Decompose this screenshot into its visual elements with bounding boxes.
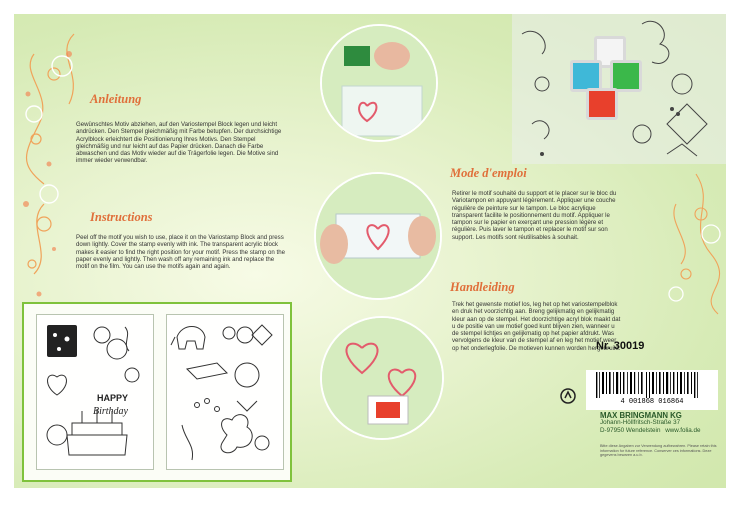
heading-french: Mode d'emploi [450, 166, 527, 180]
barcode-bars [586, 370, 718, 400]
company-info [600, 412, 720, 434]
product-image [482, 14, 726, 164]
photo-stamped-heart [320, 316, 444, 440]
birthday-text: Birthday [93, 406, 128, 417]
heading-german: Anleitung [90, 92, 142, 106]
company-street: Johann-Höllfritsch-Straße 37 [600, 419, 681, 427]
company-name: MAX BRINGMANN KG [600, 411, 682, 420]
animal-stamps-illustration [167, 315, 283, 469]
company-city-web [600, 427, 720, 434]
recycling-icon [560, 388, 576, 404]
barcode-digits: 4 001868 016864 [620, 398, 684, 406]
birthday-stamps-illustration [37, 315, 153, 469]
product-number: Nr. 30019 [596, 340, 645, 352]
stamp-sheet-right [166, 314, 284, 470]
instructions-german: Gewünschtes Motiv abziehen, auf den Variostempel Block legen und leicht andrücken. Den Stempel gleichmäßig mit Farbe betupfen. Der durchsichtige Acrylblock erleichtert die Positionierung Ihres Motivs. Den Stempel gleichmäßig und nur leicht auf das Papier drücken. Danach die Farbe abwaschen und das Motiv wieder auf die Trägerfolie legen. Die Motive sind immer wieder verwendbar. [76, 121, 282, 165]
company-city: D-97950 Wendelstein [600, 426, 661, 434]
instruction-card [14, 14, 726, 488]
floral-flourish-right [626, 164, 726, 324]
motif-frame [22, 302, 292, 482]
photo-peel-motif [320, 24, 438, 142]
fine-print: Bitte diese Angaben zur Verwendung aufbewahren. Please retain this information for future reference. Conserver ces informations. Deze gegevens bewaren a.u.b. [600, 444, 717, 457]
photo-ink-block [314, 172, 442, 300]
instructions-dutch: Trek het gewenste motief los, leg het op het variostempelblok en druk het voorzichtig aan. Breng gelijkmatig en gelijkmatig kleur aan op de stempel. Het doorzichtige acryl blok maakt dat u de positie van uw motief goed kunt blijven zien, wanneer u de stempel lichtjes en gelijkmatig op het papier afdrukt. Was vervolgens de kleur van de stempel af en leg het motief weer op het onderlegfolie. De motieven kunnen worden hergebruikt. [452, 301, 621, 352]
stamp-sheet-left [36, 314, 154, 470]
barcode [586, 370, 718, 410]
heading-english: Instructions [90, 210, 153, 224]
happy-text: HAPPY [97, 393, 129, 403]
company-website: www.folia.de [665, 426, 701, 434]
heading-dutch: Handleiding [450, 280, 515, 294]
ink-pad-red [586, 88, 618, 120]
instructions-french: Retirer le motif souhaité du support et le placer sur le bloc du Variotampon en appuyant légèrement. Appliquer une couche régulière de peinture sur le tampon. Le bloc acrylique transparent facilite le positionnement du motif. Appliquer le tampon sur le papier en exerçant une pression légère et régulière. Puis laver le tampon et replacer le motif sur son support. Les motifs sont réutilisables à souhait. [452, 190, 617, 241]
instructions-english: Peel off the motif you wish to use, place it on the Variostamp Block and press down lightly. Cover the stamp evenly with ink. The transparent acrylic block makes it easier to find the right position for your motif. Press the stamp on the paper evenly and lightly. Then wash off any remaining ink and replace the motif on the film. You can use the motifs again and again. [76, 234, 285, 271]
